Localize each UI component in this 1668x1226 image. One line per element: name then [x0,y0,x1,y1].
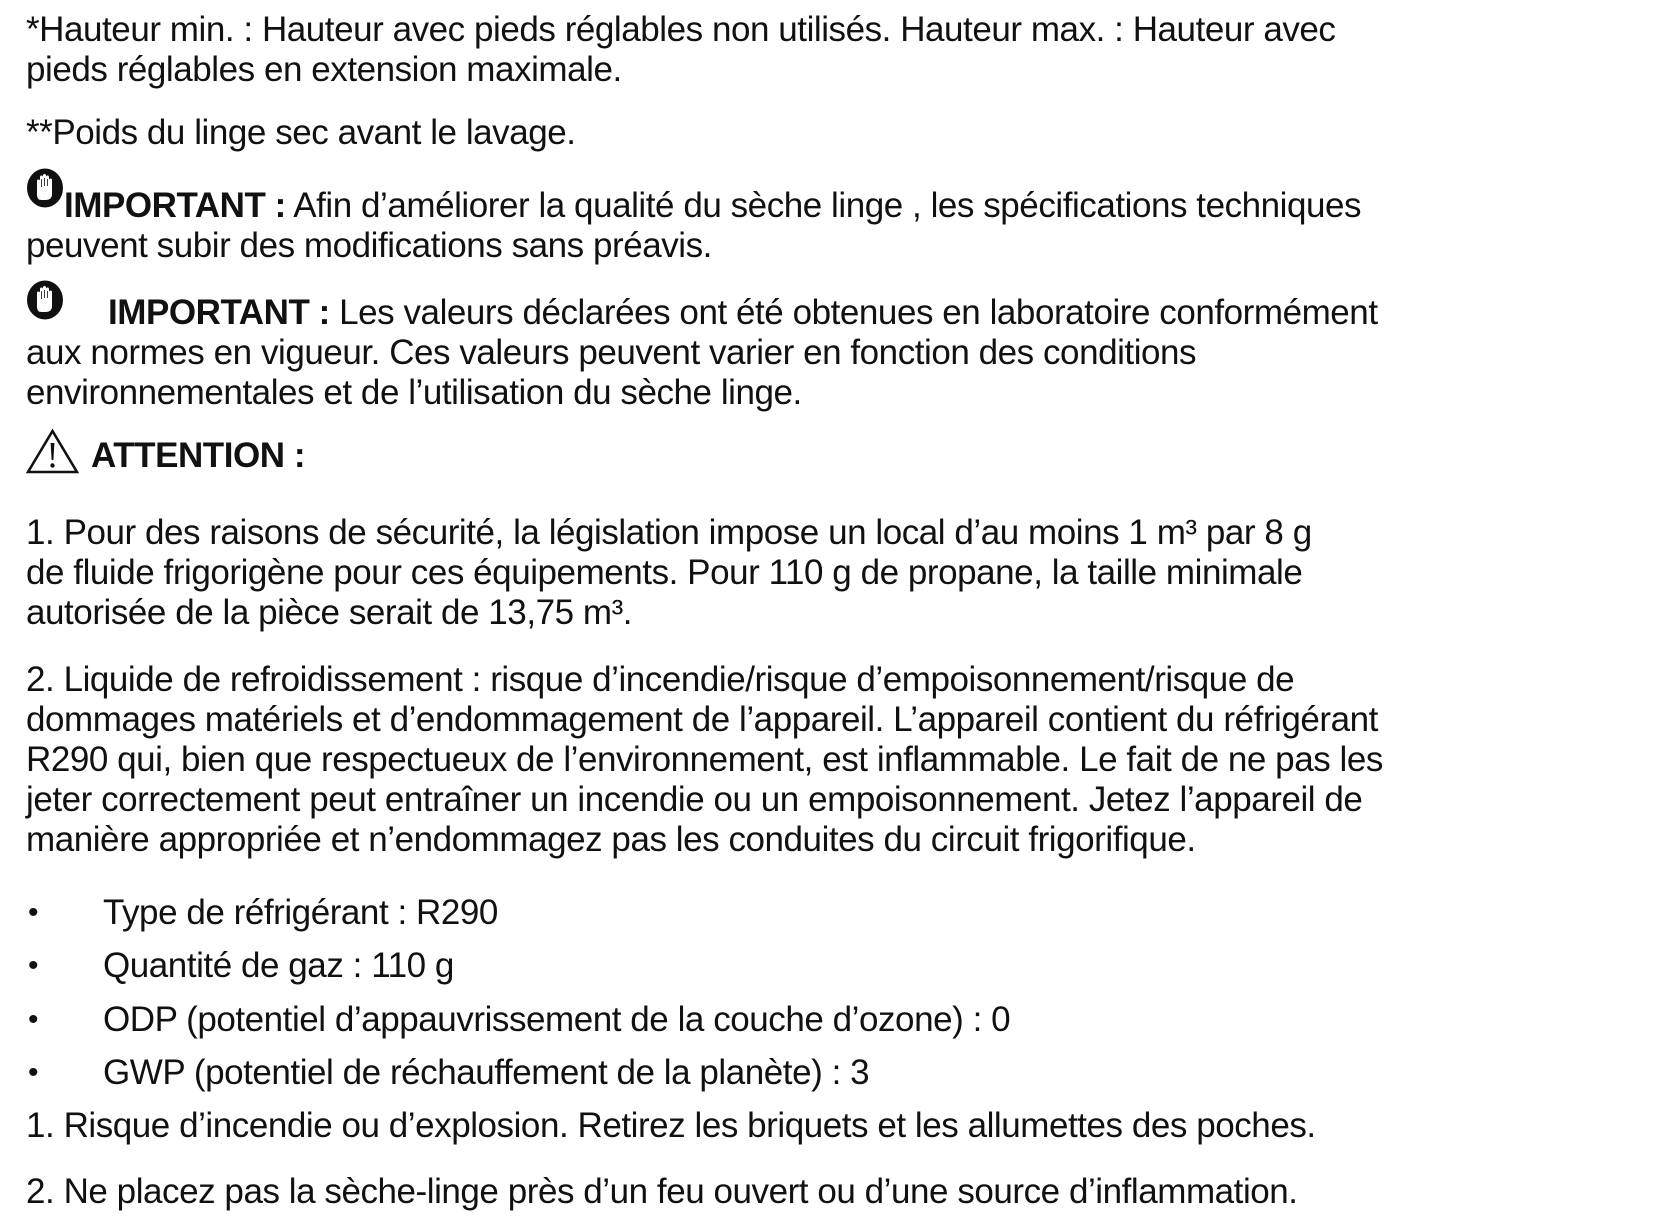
attention-heading: ATTENTION : [91,436,306,475]
spec-gwp: GWP (potentiel de réchauffement de la planète) : 3 [103,1053,870,1092]
important-1-label: IMPORTANT : [64,186,286,225]
height-note-line-2: pieds réglables en extension maximale. [26,50,622,89]
stop-hand-icon [26,168,64,208]
bullet-icon: • [28,1003,39,1036]
important-1-text: Afin d’améliorer la qualité du sèche linge , les spécifications techniques [285,186,1362,225]
point-1-line-2: de fluide frigorigène pour ces équipements. Pour 110 g de propane, la taille minimale [26,553,1303,592]
point-1-line-1: 1. Pour des raisons de sécurité, la législation impose un local d’au moins 1 m³ par 8 g [26,513,1312,552]
point-2-line-1: 2. Liquide de refroidissement : risque d’incendie/risque d’empoisonnement/risque de [26,660,1295,699]
point-2-line-5: manière appropriée et n’endommagez pas les conduites du circuit frigorifique. [26,820,1196,859]
point-2-line-3: R290 qui, bien que respectueux de l’environnement, est inflammable. Le fait de ne pas les [26,740,1383,779]
important-2-line-3: environnementales et de l’utilisation du sèche linge. [26,373,802,412]
important-2-text: Les valeurs déclarées ont été obtenues en laboratoire conformément [329,293,1378,332]
bullet-icon: • [28,896,39,929]
height-note-line-1: *Hauteur min. : Hauteur avec pieds réglables non utilisés. Hauteur max. : Hauteur avec [26,10,1336,49]
important-2-line-1 [108,293,1378,333]
spec-odp: ODP (potentiel d’appauvrissement de la couche d’ozone) : 0 [103,1000,1011,1039]
important-1-line-1 [64,186,1361,226]
important-1-line-2: peuvent subir des modifications sans préavis. [26,226,712,265]
point-2-line-2: dommages matériels et d’endommagement de l’appareil. L’appareil contient du réfrigérant [26,700,1378,739]
warning-triangle-icon [26,428,79,474]
stop-hand-icon [26,280,64,320]
weight-note: **Poids du linge sec avant le lavage. [26,113,576,152]
point-1-line-3: autorisée de la pièce serait de 13,75 m³. [26,593,633,632]
important-2-line-2: aux normes en vigueur. Ces valeurs peuvent varier en fonction des conditions [26,333,1197,372]
fire-risk-2: 2. Ne placez pas la sèche-linge près d’un feu ouvert ou d’une source d’inflammation. [26,1172,1298,1211]
spec-refrigerant-type: Type de réfrigérant : R290 [103,893,498,932]
point-2-line-4: jeter correctement peut entraîner un incendie ou un empoisonnement. Jetez l’appareil de [26,780,1363,819]
bullet-icon: • [28,1056,39,1089]
spec-gas-quantity: Quantité de gaz : 110 g [103,946,454,985]
bullet-icon: • [28,949,39,982]
fire-risk-1: 1. Risque d’incendie ou d’explosion. Retirez les briquets et les allumettes des poches. [26,1106,1316,1145]
important-2-label: IMPORTANT : [108,293,330,332]
